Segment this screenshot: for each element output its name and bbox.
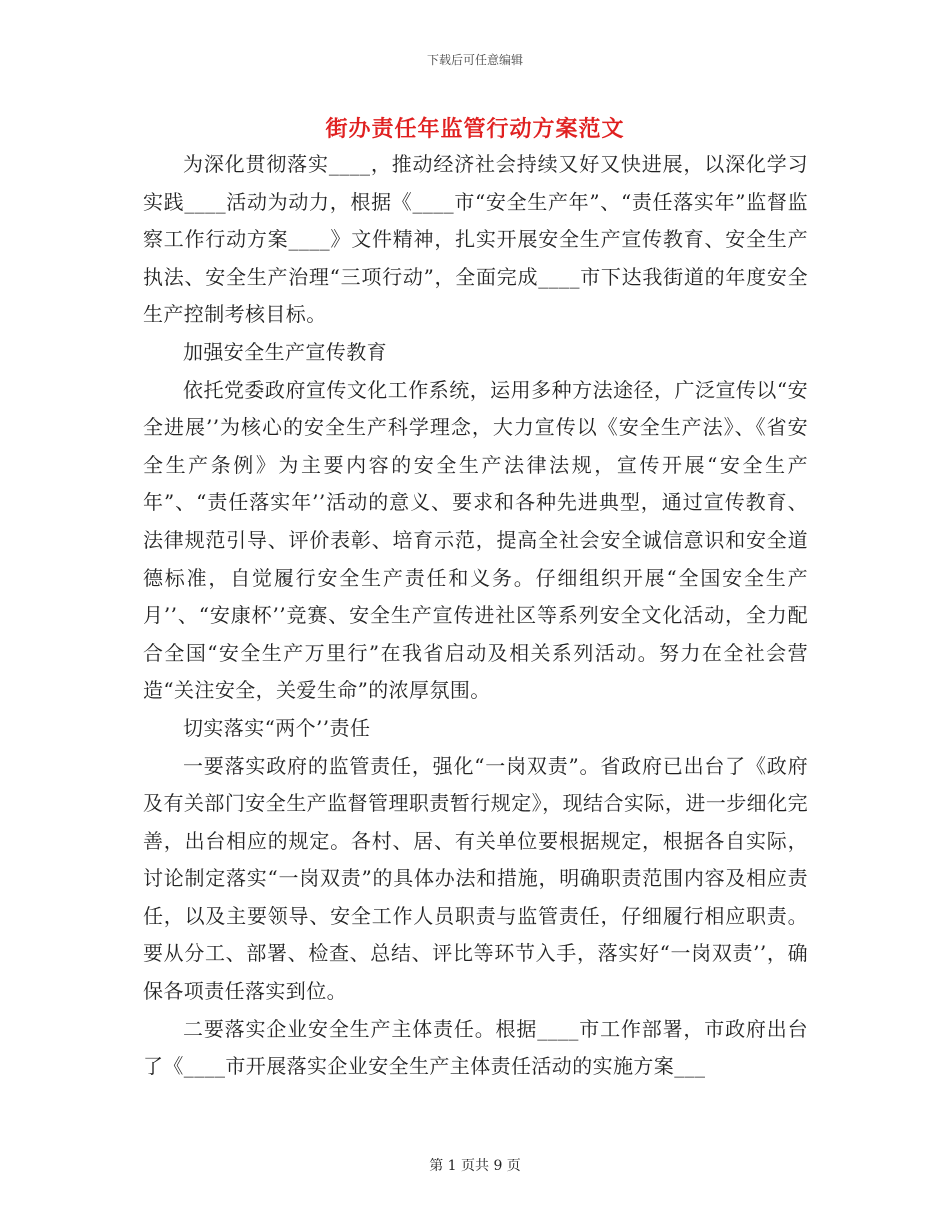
paragraph-enterprise-duty: 二要落实企业安全生产主体责任。根据____市工作部署，市政府出台了《____市开展落实企业安全生产主体责任活动的实施方案___ — [143, 1016, 808, 1079]
section-heading-publicity: 加强安全生产宣传教育 — [183, 339, 387, 364]
document-title: 街办责任年监管行动方案范文 — [325, 116, 625, 142]
paragraph-intro: 为深化贯彻落实____，推动经济社会持续又好又快进展，以深化学习实践____活动为动力，根据《____市“安全生产年”、“责任落实年”监督监察工作行动方案____》文件精神，扎实开展安全生产宣传教育、安全生产执法、安全生产治理“三项行动”，全面完成____市下达我街道的年度安全生产控制考核目标。 — [143, 152, 808, 327]
section-heading-responsibility: 切实落实“两个’’责任 — [183, 715, 371, 740]
paragraph-government-duty: 一要落实政府的监管责任，强化“一岗双责”。省政府已出台了《政府及有关部门安全生产监督管理职责暂行规定》，现结合实际，进一步细化完善，出台相应的规定。各村、居、有关单位要根据规定，根据各自实际，讨论制定落实“一岗双责”的具体办法和措施，明确职责范围内容及相应责任，以及主要领导、安全工作人员职责与监管责任，仔细履行相应职责。要从分工、部署、检查、总结、评比等环节入手，落实好“一岗双责’’，确保各项责任落实到位。 — [143, 753, 808, 1004]
page-number: 第 1 页共 9 页 — [429, 1158, 521, 1174]
paragraph-publicity: 依托党委政府宣传文化工作系统，运用多种方法途径，广泛宣传以“安全进展’’为核心的安全生产科学理念，大力宣传以《安全生产法》、《省安全生产条例》为主要内容的安全生产法律法规，宣传开展“安全生产年”、“责任落实年’’活动的意义、要求和各种先进典型，通过宣传教育、法律规范引导、评价表彰、培育示范，提高全社会安全诚信意识和安全道德标准，自觉履行安全生产责任和义务。仔细组织开展“全国安全生产月’’、“安康杯’’竞赛、安全生产宣传进社区等系列安全文化活动，全力配合全国“安全生产万里行”在我省启动及相关系列活动。努力在全社会营造“关注安全，关爱生命”的浓厚氛围。 — [143, 377, 808, 703]
document-body — [143, 146, 808, 1086]
page-header-note: 下载后可任意编辑 — [426, 53, 523, 67]
